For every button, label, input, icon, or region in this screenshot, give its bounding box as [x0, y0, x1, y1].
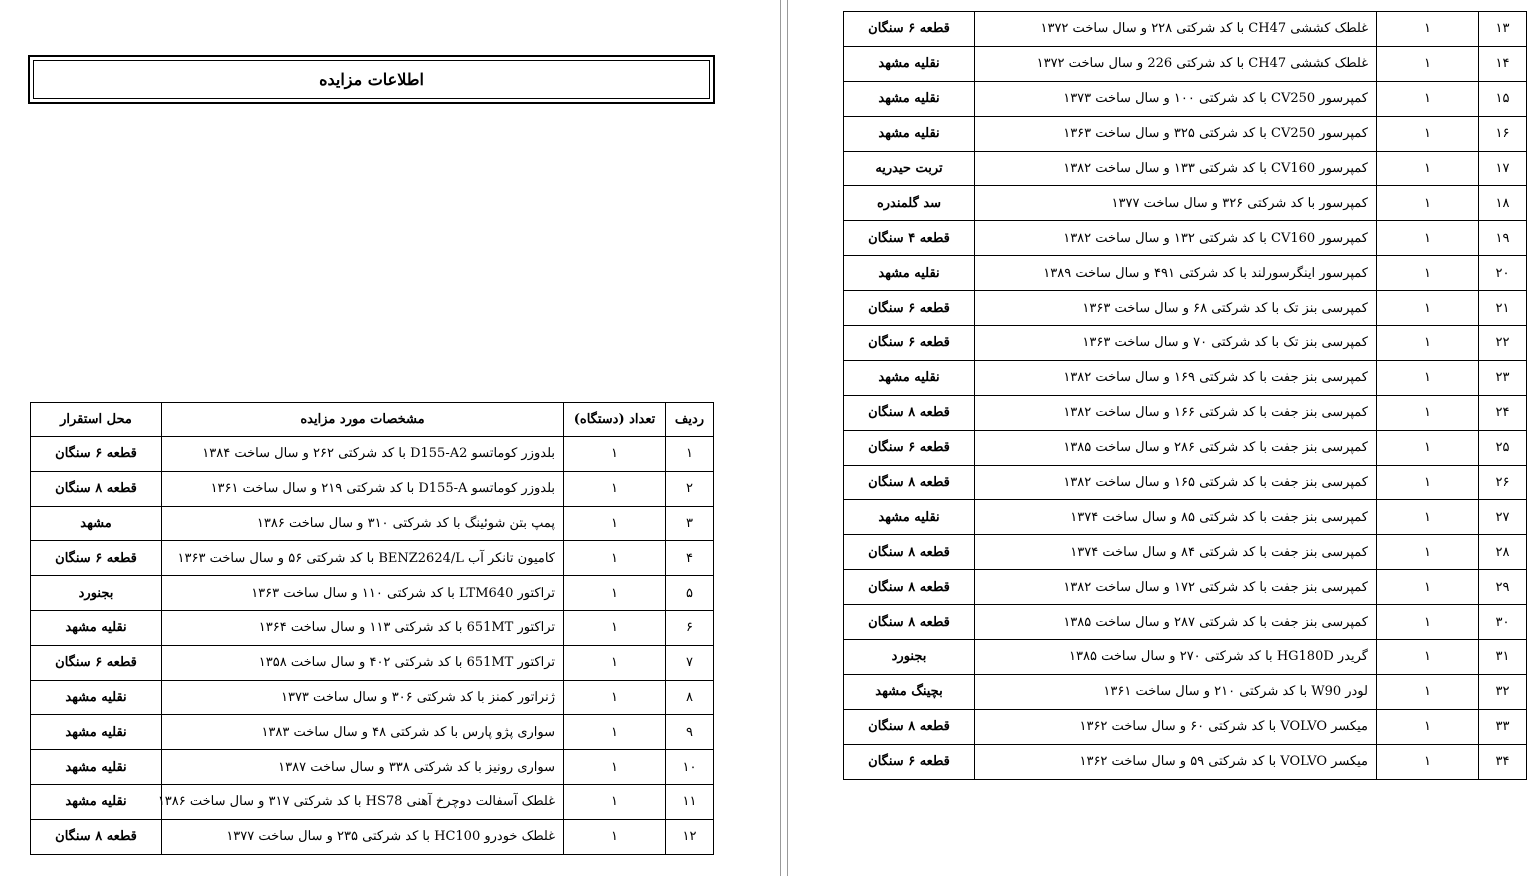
description-cell: غلطک آسفالت دوچرخ آهنی HS78 با کد شرکتی ۳۱۷ و سال ساخت ۱۳۸۶	[162, 784, 564, 819]
auction-table-left	[30, 402, 714, 855]
count-cell: ۱	[1377, 500, 1479, 535]
row-number-cell: ۱۱	[666, 784, 714, 819]
table-row	[31, 645, 714, 680]
description-cell: کمپرسی بنز جفت با کد شرکتی ۲۸۷ و سال ساخت ۱۳۸۵	[975, 605, 1377, 640]
description-cell: کمپرسی بنز جفت با کد شرکتی ۱۶۶ و سال ساخت ۱۳۸۲	[975, 395, 1377, 430]
description-cell: سواری رونیز با کد شرکتی ۳۳۸ و سال ساخت ۱۳۸۷	[162, 750, 564, 785]
row-number-cell: ۲۳	[1479, 360, 1527, 395]
count-cell: ۱	[1377, 465, 1479, 500]
auction-table-right	[843, 11, 1527, 780]
count-cell: ۱	[1377, 430, 1479, 465]
description-cell: کمپرسی بنز تک با کد شرکتی ۷۰ و سال ساخت ۱۳۶۳	[975, 326, 1377, 361]
location-cell: قطعه ۶ سنگان	[844, 326, 975, 361]
row-number-cell: ۲۵	[1479, 430, 1527, 465]
row-number-cell: ۲۲	[1479, 326, 1527, 361]
table-row	[31, 819, 714, 854]
row-number-cell: ۴	[666, 541, 714, 576]
table-row	[31, 576, 714, 611]
row-number-cell: ۹	[666, 715, 714, 750]
page-edge-left	[780, 0, 781, 876]
row-number-cell: ۳۲	[1479, 674, 1527, 709]
count-cell: ۱	[564, 610, 666, 645]
description-cell: کمپرسی بنز جفت با کد شرکتی ۲۸۶ و سال ساخت ۱۳۸۵	[975, 430, 1377, 465]
count-cell: ۱	[1377, 221, 1479, 256]
row-number-cell: ۱۲	[666, 819, 714, 854]
description-cell: کمپرسی بنز تک با کد شرکتی ۶۸ و سال ساخت ۱۳۶۳	[975, 291, 1377, 326]
header-count: تعداد (دستگاه)	[564, 403, 666, 437]
location-cell: نقلیه مشهد	[844, 116, 975, 151]
count-cell: ۱	[1377, 151, 1479, 186]
location-cell: قطعه ۶ سنگان	[844, 744, 975, 779]
location-cell: نقلیه مشهد	[844, 256, 975, 291]
table-row	[844, 570, 1527, 605]
count-cell: ۱	[1377, 360, 1479, 395]
location-cell: قطعه ۸ سنگان	[844, 605, 975, 640]
table-body-left	[31, 437, 714, 855]
row-number-cell: ۸	[666, 680, 714, 715]
table-row	[31, 680, 714, 715]
table-row	[31, 471, 714, 506]
table-row	[844, 535, 1527, 570]
count-cell: ۱	[1377, 326, 1479, 361]
location-cell: نقلیه مشهد	[31, 750, 162, 785]
table-row	[844, 709, 1527, 744]
description-cell: ژنراتور کمنز با کد شرکتی ۳۰۶ و سال ساخت ۱۳۷۳	[162, 680, 564, 715]
description-cell: غلطک کششی CH47 با کد شرکتی ۲۲۸ و سال ساخت ۱۳۷۲	[975, 12, 1377, 47]
location-cell: قطعه ۸ سنگان	[844, 570, 975, 605]
count-cell: ۱	[564, 576, 666, 611]
count-cell: ۱	[1377, 395, 1479, 430]
row-number-cell: ۲۹	[1479, 570, 1527, 605]
description-cell: تراکتور 651MT با کد شرکتی ۴۰۲ و سال ساخت ۱۳۵۸	[162, 645, 564, 680]
count-cell: ۱	[1377, 291, 1479, 326]
table-row	[844, 430, 1527, 465]
location-cell: قطعه ۸ سنگان	[31, 471, 162, 506]
table-row	[844, 395, 1527, 430]
location-cell: نقلیه مشهد	[844, 46, 975, 81]
description-cell: کمپرسی بنز جفت با کد شرکتی ۸۵ و سال ساخت ۱۳۷۴	[975, 500, 1377, 535]
description-cell: کمپرسی بنز جفت با کد شرکتی ۱۷۲ و سال ساخت ۱۳۸۲	[975, 570, 1377, 605]
location-cell: نقلیه مشهد	[31, 715, 162, 750]
row-number-cell: ۱	[666, 437, 714, 472]
row-number-cell: ۱۵	[1479, 81, 1527, 116]
table-row	[844, 640, 1527, 675]
location-cell: مشهد	[31, 506, 162, 541]
row-number-cell: ۲۱	[1479, 291, 1527, 326]
row-number-cell: ۲۸	[1479, 535, 1527, 570]
location-cell: سد گلمندره	[844, 186, 975, 221]
row-number-cell: ۲	[666, 471, 714, 506]
location-cell: قطعه ۸ سنگان	[844, 535, 975, 570]
count-cell: ۱	[564, 784, 666, 819]
row-number-cell: ۳۴	[1479, 744, 1527, 779]
location-cell: قطعه ۶ سنگان	[844, 430, 975, 465]
table-row	[844, 81, 1527, 116]
location-cell: تربت حیدریه	[844, 151, 975, 186]
count-cell: ۱	[564, 541, 666, 576]
table-row	[31, 437, 714, 472]
table-row	[844, 291, 1527, 326]
table-row	[31, 541, 714, 576]
row-number-cell: ۶	[666, 610, 714, 645]
count-cell: ۱	[564, 471, 666, 506]
row-number-cell: ۱۴	[1479, 46, 1527, 81]
description-cell: میکسر VOLVO با کد شرکتی ۵۹ و سال ساخت ۱۳۶۲	[975, 744, 1377, 779]
table-row	[844, 186, 1527, 221]
count-cell: ۱	[1377, 535, 1479, 570]
description-cell: گریدر HG180D با کد شرکتی ۲۷۰ و سال ساخت ۱۳۸۵	[975, 640, 1377, 675]
row-number-cell: ۱۶	[1479, 116, 1527, 151]
row-number-cell: ۷	[666, 645, 714, 680]
title-frame	[28, 55, 715, 104]
count-cell: ۱	[564, 645, 666, 680]
description-cell: سواری پژو پارس با کد شرکتی ۴۸ و سال ساخت ۱۳۸۳	[162, 715, 564, 750]
location-cell: قطعه ۸ سنگان	[844, 395, 975, 430]
description-cell: کمپرسی بنز جفت با کد شرکتی ۸۴ و سال ساخت ۱۳۷۴	[975, 535, 1377, 570]
count-cell: ۱	[1377, 674, 1479, 709]
table-row	[31, 784, 714, 819]
row-number-cell: ۲۰	[1479, 256, 1527, 291]
row-number-cell: ۲۶	[1479, 465, 1527, 500]
table-row	[31, 610, 714, 645]
header-row-number: ردیف	[666, 403, 714, 437]
location-cell: بجنورد	[31, 576, 162, 611]
description-cell: غلطک خودرو HC100 با کد شرکتی ۲۳۵ و سال ساخت ۱۳۷۷	[162, 819, 564, 854]
row-number-cell: ۱۹	[1479, 221, 1527, 256]
count-cell: ۱	[564, 819, 666, 854]
description-cell: پمپ بتن شوئینگ با کد شرکتی ۳۱۰ و سال ساخت ۱۳۸۶	[162, 506, 564, 541]
count-cell: ۱	[564, 437, 666, 472]
description-cell: کامیون تانکر آب BENZ2624/L با کد شرکتی ۵۶ و سال ساخت ۱۳۶۳	[162, 541, 564, 576]
location-cell: نقلیه مشهد	[31, 680, 162, 715]
description-cell: کمپرسی بنز جفت با کد شرکتی ۱۶۵ و سال ساخت ۱۳۸۲	[975, 465, 1377, 500]
location-cell: قطعه ۶ سنگان	[31, 437, 162, 472]
description-cell: کمپرسور با کد شرکتی ۳۲۶ و سال ساخت ۱۳۷۷	[975, 186, 1377, 221]
location-cell: نقلیه مشهد	[844, 500, 975, 535]
table-row	[844, 465, 1527, 500]
location-cell: نقلیه مشهد	[844, 360, 975, 395]
table-row	[844, 605, 1527, 640]
description-cell: کمپرسور CV250 با کد شرکتی ۱۰۰ و سال ساخت ۱۳۷۳	[975, 81, 1377, 116]
location-cell: بجنورد	[844, 640, 975, 675]
table-row	[844, 744, 1527, 779]
description-cell: کمپرسور اینگرسورلند با کد شرکتی ۴۹۱ و سال ساخت ۱۳۸۹	[975, 256, 1377, 291]
description-cell: کمپرسور CV160 با کد شرکتی ۱۳۳ و سال ساخت ۱۳۸۲	[975, 151, 1377, 186]
header-location: محل استقرار	[31, 403, 162, 437]
location-cell: قطعه ۶ سنگان	[844, 291, 975, 326]
table-row	[844, 256, 1527, 291]
location-cell: قطعه ۸ سنگان	[31, 819, 162, 854]
location-cell: قطعه ۸ سنگان	[844, 709, 975, 744]
header-description: مشخصات مورد مزایده	[162, 403, 564, 437]
count-cell: ۱	[1377, 640, 1479, 675]
table-row	[844, 500, 1527, 535]
description-cell: کمپرسور CV250 با کد شرکتی ۳۲۵ و سال ساخت ۱۳۶۳	[975, 116, 1377, 151]
count-cell: ۱	[1377, 81, 1479, 116]
table-body-right	[844, 12, 1527, 780]
description-cell: لودر W90 با کد شرکتی ۲۱۰ و سال ساخت ۱۳۶۱	[975, 674, 1377, 709]
table-row	[844, 46, 1527, 81]
count-cell: ۱	[1377, 605, 1479, 640]
description-cell: غلطک کششی CH47 با کد شرکتی 226 و سال ساخت ۱۳۷۲	[975, 46, 1377, 81]
count-cell: ۱	[1377, 570, 1479, 605]
table-row	[844, 674, 1527, 709]
row-number-cell: ۱۰	[666, 750, 714, 785]
table-row	[31, 750, 714, 785]
description-cell: بلدوزر کوماتسو D155-A با کد شرکتی ۲۱۹ و سال ساخت ۱۳۶۱	[162, 471, 564, 506]
row-number-cell: ۱۳	[1479, 12, 1527, 47]
count-cell: ۱	[1377, 46, 1479, 81]
table-row	[844, 12, 1527, 47]
description-cell: تراکتور LTM640 با کد شرکتی ۱۱۰ و سال ساخت ۱۳۶۳	[162, 576, 564, 611]
count-cell: ۱	[1377, 116, 1479, 151]
location-cell: نقلیه مشهد	[844, 81, 975, 116]
count-cell: ۱	[1377, 186, 1479, 221]
row-number-cell: ۱۸	[1479, 186, 1527, 221]
location-cell: قطعه ۴ سنگان	[844, 221, 975, 256]
location-cell: نقلیه مشهد	[31, 610, 162, 645]
count-cell: ۱	[564, 506, 666, 541]
row-number-cell: ۳	[666, 506, 714, 541]
count-cell: ۱	[564, 715, 666, 750]
table-row	[844, 221, 1527, 256]
location-cell: نقلیه مشهد	[31, 784, 162, 819]
table-row	[844, 360, 1527, 395]
row-number-cell: ۳۳	[1479, 709, 1527, 744]
table-row	[31, 715, 714, 750]
page-title: اطلاعات مزایده	[33, 60, 710, 99]
location-cell: قطعه ۶ سنگان	[31, 645, 162, 680]
count-cell: ۱	[564, 680, 666, 715]
count-cell: ۱	[1377, 12, 1479, 47]
table-header-row	[31, 403, 714, 437]
count-cell: ۱	[1377, 744, 1479, 779]
page-edge-right	[787, 0, 788, 876]
count-cell: ۱	[564, 750, 666, 785]
row-number-cell: ۲۷	[1479, 500, 1527, 535]
row-number-cell: ۱۷	[1479, 151, 1527, 186]
count-cell: ۱	[1377, 709, 1479, 744]
location-cell: قطعه ۶ سنگان	[31, 541, 162, 576]
description-cell: میکسر VOLVO با کد شرکتی ۶۰ و سال ساخت ۱۳۶۲	[975, 709, 1377, 744]
description-cell: کمپرسور CV160 با کد شرکتی ۱۳۲ و سال ساخت ۱۳۸۲	[975, 221, 1377, 256]
table-row	[31, 506, 714, 541]
table-row	[844, 116, 1527, 151]
count-cell: ۱	[1377, 256, 1479, 291]
table-row	[844, 326, 1527, 361]
description-cell: تراکتور 651MT با کد شرکتی ۱۱۳ و سال ساخت ۱۳۶۴	[162, 610, 564, 645]
description-cell: بلدوزر کوماتسو D155-A2 با کد شرکتی ۲۶۲ و سال ساخت ۱۳۸۴	[162, 437, 564, 472]
row-number-cell: ۲۴	[1479, 395, 1527, 430]
location-cell: قطعه ۶ سنگان	[844, 12, 975, 47]
location-cell: قطعه ۸ سنگان	[844, 465, 975, 500]
row-number-cell: ۵	[666, 576, 714, 611]
description-cell: کمپرسی بنز جفت با کد شرکتی ۱۶۹ و سال ساخت ۱۳۸۲	[975, 360, 1377, 395]
row-number-cell: ۳۰	[1479, 605, 1527, 640]
row-number-cell: ۳۱	[1479, 640, 1527, 675]
table-row	[844, 151, 1527, 186]
location-cell: بچینگ مشهد	[844, 674, 975, 709]
